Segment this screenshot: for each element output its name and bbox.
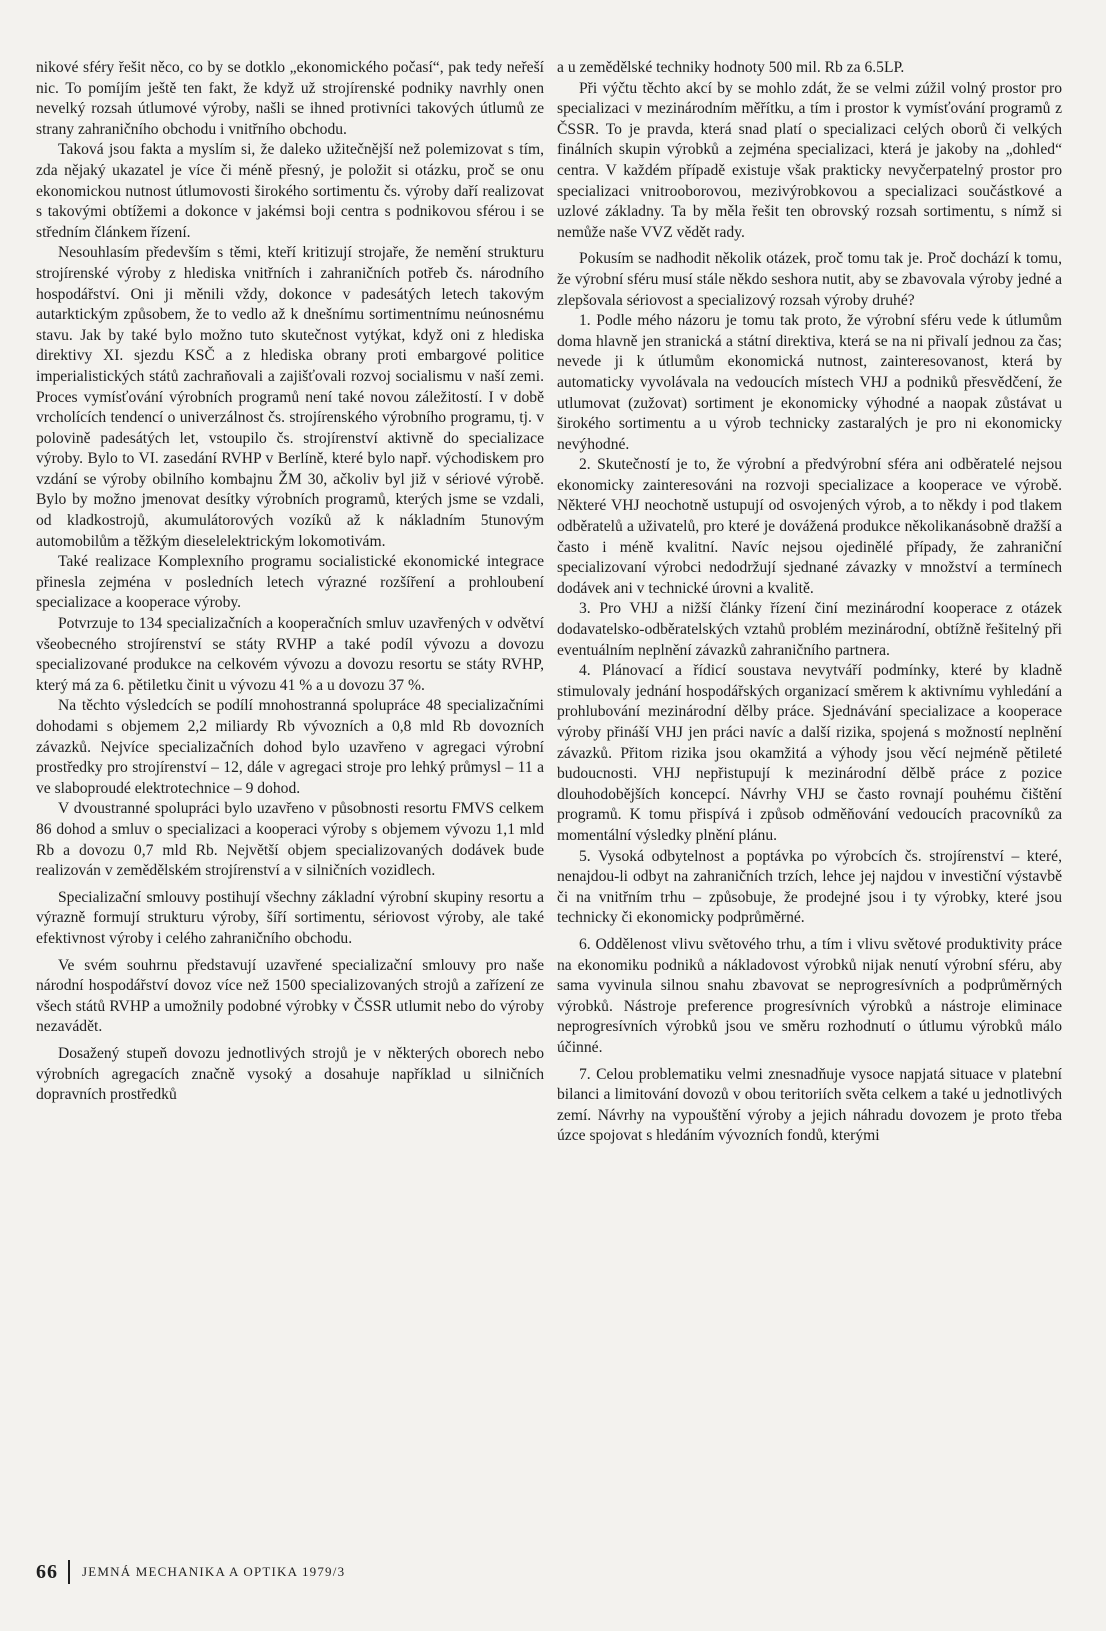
paragraph: Také realizace Komplexního programu socialistické ekonomické integrace přinesla zejména v posledních letech výrazné rozšíření a prohloubení specializace a kooperace výroby.	[36, 553, 544, 612]
paragraph: a u zemědělské techniky hodnoty 500 mil. Rb za 6.5LP.	[557, 59, 905, 76]
paragraph: Nesouhlasím především s těmi, kteří kritizují strojaře, že nemění strukturu strojírenské výroby z hlediska vnitřních i zahraničních potřeb čs. národního hospodářství. Oni ji měnili vždy, dokonce v padesátých letech takovým autarktickým způsobem, že to vedlo až k dnešnímu sortimentnímu neúnosnému stavu. Jak by také bylo možno tuto skutečnost vytýkat, když oni z hlediska direktivy XI. sjezdu KSČ a z hlediska obrany proti embargové politice imperialistických států zachraňovali a zajišťovali rozvoj socialismu v naší zemi. Proces vymísťování výrobních programů není také novou záležitostí. I v době vrcholících tendencí o univerzálnost čs. strojírenského výrobního programu, tj. v polovině padesátých let, vstoupilo čs. strojírenství aktivně do specializace výroby. Bylo to VI. zasedání RVHP v Berlíně, které bylo např. východiskem pro vzdání se výroby obilního kombajnu ŽM 30, ačkoliv byl již v sériové výrobě. Bylo by možno jmenovat desítky výrobních programů, kterých jsme se vzdali, od kladkostrojů, akumulátorových vozíků až k nákladním 5tunovým automobilům a těžkým dieselelektrickým lokomotivám.	[36, 244, 544, 550]
paragraph: 4. Plánovací a řídicí soustava nevytváří podmínky, které by kladně stimulovaly jednání hospodářských organizací směrem k aktivnímu vyhledání a prohlubování mezinárodní dělby práce. Sjednávání specializace a kooperace výroby přináší VHJ jen práci navíc a další rizika, spojená s možností neplnění závazků. Přitom rizika jsou okamžitá a výhody jsou věcí nejméně pětileté budoucnosti. VHJ nepřistupují k mezinárodní dělbě práce z pozice dlouhodobějších koncepcí. Návrhy VHJ se často rovnají pouhému čištění programů. K tomu přispívá i způsob odměňování vedoucích pracovníků za momentální výsledky plnění plánu.	[557, 662, 1062, 844]
paragraph: 3. Pro VHJ a nižší články řízení činí mezinárodní kooperace z otázek dodavatelsko-odběratelských vztahů problém mezinárodní, obtížně řešitelný při eventuálním neplnění závazků zahraničního partnera.	[557, 600, 1062, 659]
paragraph: Specializační smlouvy postihují všechny základní výrobní skupiny resortu a výrazně formují strukturu výroby, šíří sortimentu, sériovost výroby, ale také efektivnost výroby i celého zahraničního obchodu.	[36, 888, 544, 947]
left-column	[36, 58, 544, 1106]
paragraph: V dvoustranné spolupráci bylo uzavřeno v působnosti resortu FMVS celkem 86 dohod a smluv o specializaci a kooperaci výroby s objemem vývozu 1,1 mld Rb a dovozu 0,7 mld Rb. Největší objem specializovaných dodávek bude realizován v zemědělském strojírenství a v silničních vozidlech.	[36, 800, 544, 880]
paragraph: 6. Oddělenost vlivu světového trhu, a tím i vlivu světové produktivity práce na ekonomiku podniků a nákladovost výrobků nijak nenutí výrobní sféru, aby sama vyvinula silnou snahu zbavovat se neprogresívních a podprůměrných výrobků. Nástroje preference progresívních výrobků a nástroje eliminace neprogresívních výrobků jsou ve směru rozhodnutí o útlumu výrobků málo účinné.	[557, 935, 1062, 1056]
page-footer	[36, 1560, 345, 1584]
paragraph: Ve svém souhrnu představují uzavřené specializační smlouvy pro naše národní hospodářství dovoz více než 1500 specializovaných strojů a zařízení ze všech států RVHP a umožnily podobné výrobky v ČSSR utlumit nebo do výroby nezavádět.	[36, 956, 544, 1036]
right-column	[557, 58, 1062, 1147]
paragraph: Na těchto výsledcích se podílí mnohostranná spolupráce 48 specializačními dohodami s objemem 2,2 miliardy Rb vývozních a 0,8 mld Rb dovozních závazků. Nejvíce specializačních dohod bylo uzavřeno v agregaci výrobní prostředky pro strojírenství – 12, dále v agregaci stroje pro lehký průmysl – 11 a ve slaboproudé elektrotechnice – 9 dohod.	[36, 697, 544, 797]
magazine-issue: JEMNÁ MECHANIKA A OPTIKA 1979/3	[82, 1564, 346, 1579]
page-number: 66	[36, 1560, 58, 1583]
paragraph: Potvrzuje to 134 specializačních a kooperačních smluv uzavřených v odvětví všeobecného strojírenství se státy RVHP a také podíl vývozu a dovozu specializované produkce na celkovém vývozu a dovozu resortu se státy RVHP, který má za 6. pětiletku činit u vývozu 41 % a u dovozu 37 %.	[36, 615, 544, 694]
paragraph: Pokusím se nadhodit několik otázek, proč tomu tak je. Proč dochází k tomu, že výrobní sféru musí stále někdo seshora nutit, aby se zbavovala výroby jedné a zlepšovala sériovost a specializový rozsah výroby druhé?	[557, 250, 1062, 309]
paragraph: 7. Celou problematiku velmi znesnadňuje vysoce napjatá situace v platební bilanci a limitování dovozů v obou teritoriích světa celkem a také u jednotlivých zemí. Návrhy na vypouštění výroby a jejich náhradu dovozem je proto třeba úzce spojovat s hledáním vývozních fondů, kterými	[557, 1065, 1062, 1145]
paragraph: 2. Skutečností je to, že výrobní a předvýrobní sféra ani odběratelé nejsou ekonomicky zainteresováni na rozvoji specializace a kooperace ve výrobě. Některé VHJ neochotně ustupují od osvojených výrob, a to někdy i pod tlakem odběratelů a uživatelů, pro které je dovážená produkce několikanásobně dražší a často i méně kvalitní. Navíc nejsou ojedinělé případy, že zahraniční specializovaní výrobci nedodržují sjednané závazky v množství a termínech dodávek ani v technické úrovni a kvalitě.	[557, 456, 1062, 597]
paragraph: 1. Podle mého názoru je tomu tak proto, že výrobní sféru vede k útlumům doma hlavně jen stranická a státní direktiva, která se na ni přivalí jednou za čas; nevede ji k útlumům ekonomická nutnost, zainteresovanost, která by automaticky vyvolávala na vedoucích místech VHJ a podniků přesvědčení, že utlumovat (zužovat) sortiment je ekonomicky výhodné a naopak zůstávat u širokého sortimentu a u výrob technicky zastaralých je pro ni ekonomicky nevýhodné.	[557, 312, 1062, 453]
footer-divider	[68, 1560, 70, 1584]
paragraph: Při výčtu těchto akcí by se mohlo zdát, že se velmi zúžil volný prostor pro specializaci v mezinárodním měřítku, a tím i prostor k vymísťování programů z ČSSR. To je pravda, která snad platí o specializaci celých oborů či velkých finálních skupin výrobků a zejména specializaci, která je jakoby na „dohled“ centra. V každém případě existuje však prakticky nevyčerpatelný prostor pro specializaci vnitrooborovou, mezivýrobkovou a specializaci součástkové a uzlové základny. Ta by měla řešit ten obrovský rozsah sortimentu, s nímž si nemůže naše VVZ vědět rady.	[557, 79, 1062, 241]
paragraph: 5. Vysoká odbytelnost a poptávka po výrobcích čs. strojírenství – které, nenajdou-li odbyt na zahraničních trzích, lehce jej najdou v investiční výstavbě či na vnitřním trhu – způsobuje, že prodejné jsou i ty výrobky, které jsou technicky či ekonomicky podprůměrné.	[557, 847, 1062, 927]
paragraph: nikové sféry řešit něco, co by se dotklo „ekonomického počasí“, pak tedy neřeší nic. To pomíjím ještě ten fakt, že když už strojírenské podniky navrhly onen nevelký rozsah útlumové výroby, našli se ihned protivníci takových útlumů ze strany zahraničního obchodu i vnitřního obchodu.	[36, 59, 544, 138]
paragraph: Taková jsou fakta a myslím si, že daleko užitečnější než polemizovat s tím, zda nějaký ukazatel je více či méně přesný, je položit si otázku, proč se onu ekonomickou nutnost útlumovosti širokého sortimentu čs. výroby daří realizovat s takovými obtížemi a dokonce v jakémsi boji centra s podnikovou sférou i se středním článkem řízení.	[36, 141, 544, 241]
paragraph: Dosažený stupeň dovozu jednotlivých strojů je v některých oborech nebo výrobních agregacích značně vysoký a dosahuje například u silničních dopravních prostředků	[36, 1044, 544, 1104]
